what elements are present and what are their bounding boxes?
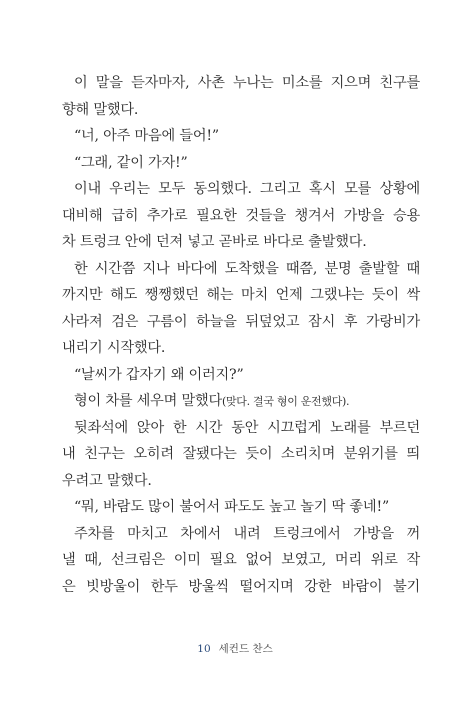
dialogue-line: “너, 아주 마음에 들어!” bbox=[74, 128, 219, 144]
dialogue-line: “그래, 같이 가자!” bbox=[74, 154, 188, 171]
text-line: 우려고 말했다. bbox=[62, 472, 152, 489]
aside-note: (맞다. 결국 형이 운전했다). bbox=[221, 395, 350, 408]
text-line bbox=[62, 388, 420, 415]
book-title: 세컨드 찬스 bbox=[218, 643, 273, 655]
body-text bbox=[62, 70, 420, 600]
text-line: 까지만 해도 쨍쨍했던 해는 마치 언제 그랬냐는 듯이 싹 bbox=[62, 287, 420, 303]
text-line: 낼 때, 선크림은 이미 필요 없어 보였고, 머리 위로 작 bbox=[62, 552, 420, 568]
text-line: 사라져 검은 구름이 하늘을 뒤덮었고 잠시 후 가랑비가 bbox=[62, 313, 420, 330]
text-line: 향해 말했다. bbox=[62, 101, 139, 118]
page-number: 10 bbox=[197, 643, 211, 655]
page-footer bbox=[0, 641, 470, 656]
text-line: 내 친구는 오히려 잘됐다는 듯이 소리치며 분위기를 띄 bbox=[62, 446, 420, 462]
text-line: 은 빗방울이 한두 방울씩 떨어지며 강한 바람이 불기 bbox=[62, 578, 420, 595]
text-line: 내리기 시작했다. bbox=[62, 340, 166, 356]
text-line: 한 시간쯤 지나 바다에 도착했을 때쯤, 분명 출발할 때 bbox=[74, 260, 420, 277]
text-line: 뒷좌석에 앉아 한 시간 동안 시끄럽게 노래를 부르던 bbox=[74, 419, 420, 436]
text-line: 이내 우리는 모두 동의했다. 그리고 혹시 모를 상황에 bbox=[74, 181, 420, 197]
text-line-main: 형이 차를 세우며 말했다 bbox=[74, 393, 222, 409]
dialogue-line: “뭐, 바람도 많이 불어서 파도도 높고 놀기 딱 좋네!” bbox=[74, 499, 389, 515]
text-line: 이 말을 듣자마자, 사촌 누나는 미소를 지으며 친구를 bbox=[74, 75, 420, 91]
text-line: 주차를 마치고 차에서 내려 트렁크에서 가방을 꺼 bbox=[74, 525, 420, 542]
dialogue-line: “날씨가 갑자기 왜 이러지?” bbox=[74, 366, 244, 383]
text-line: 차 트렁크 안에 던져 넣고 곧바로 바다로 출발했다. bbox=[62, 234, 367, 250]
text-line: 대비해 급히 추가로 필요한 것들을 챙겨서 가방을 승용 bbox=[62, 207, 420, 224]
